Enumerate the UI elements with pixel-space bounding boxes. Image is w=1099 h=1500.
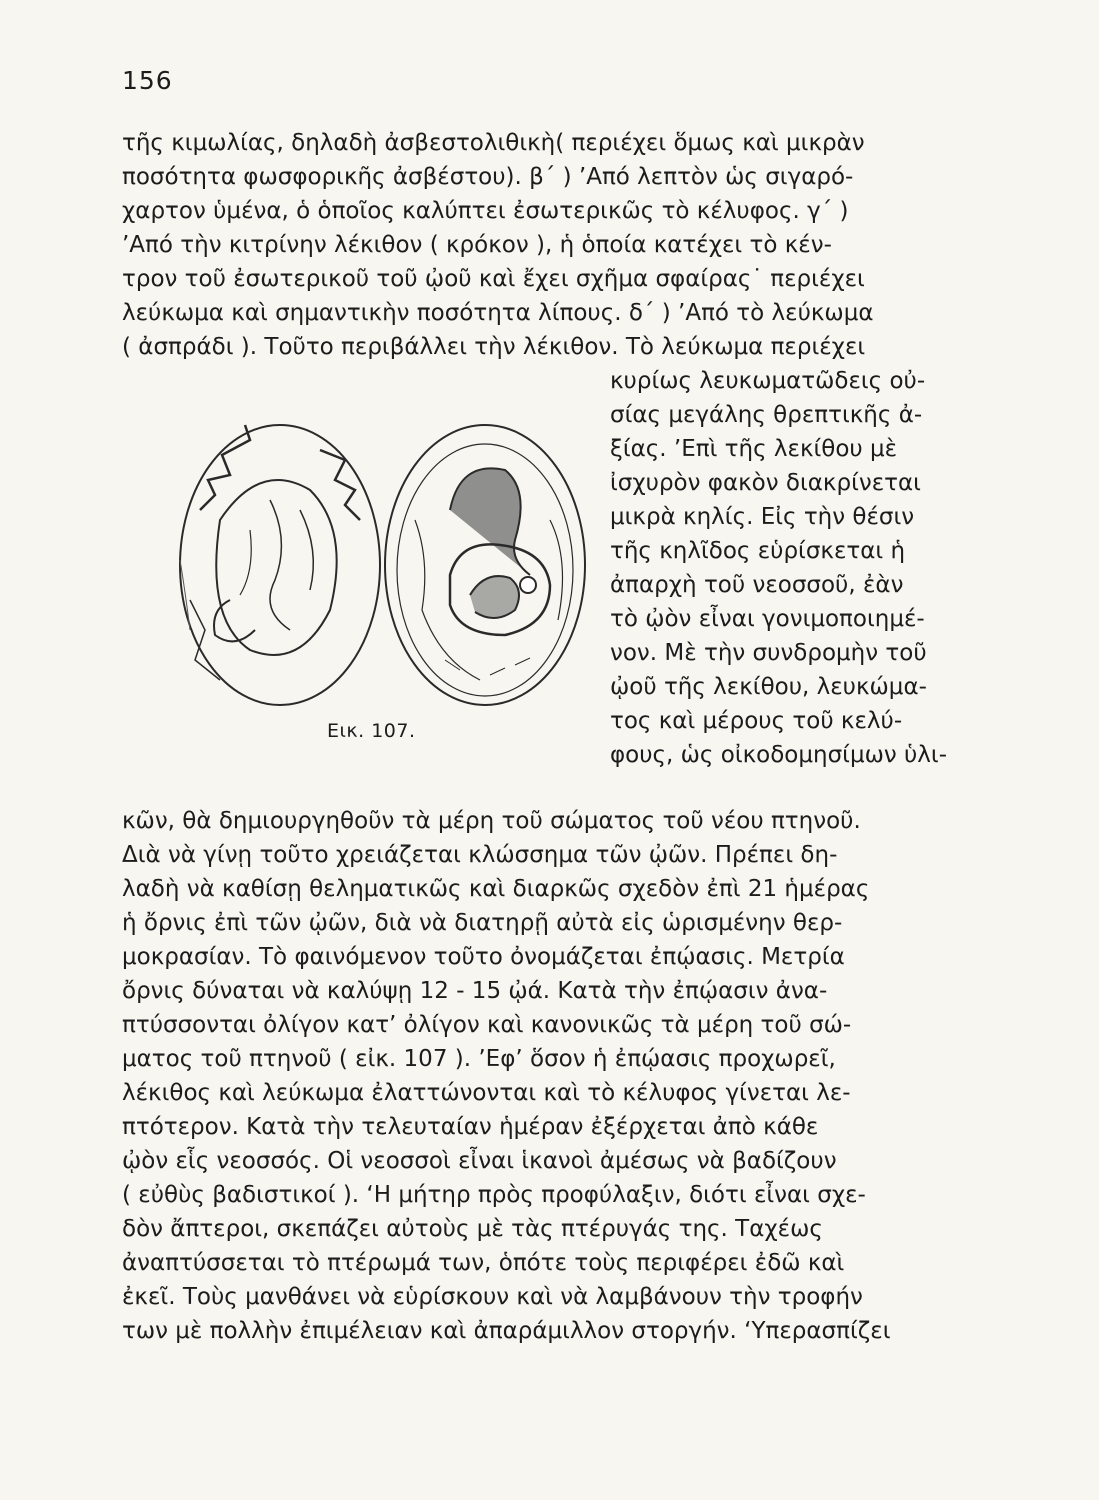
page-number: 156	[122, 66, 173, 95]
text-line: ’Από τὴν κιτρίνην λέκιθον ( κρόκον ), ἡ ὁποία κατέχει τὸ κέν-	[122, 232, 832, 258]
text-line: σίας μεγάλης θρεπτικῆς ἀ-	[610, 402, 923, 428]
text-line: ἡ ὄρνις ἐπὶ τῶν ᾠῶν, διὰ νὰ διατηρῇ αὐτὰ εἰς ὡρισμένην θερ-	[122, 910, 843, 936]
text-line: ποσότητα φωσφορικῆς ἀσβέστου). β΄ ) ’Από λεπτὸν ὡς σιγαρό-	[122, 164, 854, 190]
text-line: μοκρασίαν. Τὸ φαινόμενον τοῦτο ὀνομάζεται ἐπῴασις. Μετρία	[122, 944, 845, 970]
text-line: τῆς κιμωλίας, δηλαδὴ ἀσβεστολιθικὴ( περιέχει ὅμως καὶ μικρὰν	[122, 130, 865, 156]
text-line: τὸ ᾠὸν εἶναι γονιμοποιημέ-	[610, 606, 925, 632]
hatching-egg-drawing	[180, 425, 380, 705]
text-line: τος καὶ μέρους τοῦ κελύ-	[610, 708, 903, 734]
text-line: Διὰ νὰ γίνῃ τοῦτο χρειάζεται κλώσσημα τῶν ᾠῶν. Πρέπει δη-	[122, 842, 838, 868]
text-line: δὸν ἄπτεροι, σκεπάζει αὐτοὺς μὲ τὰς πτέρυγάς της. Ταχέως	[122, 1216, 823, 1242]
text-line: νον. Μὲ τὴν συνδρομὴν τοῦ	[610, 640, 927, 666]
text-line: λαδὴ νὰ καθίσῃ θεληματικῶς καὶ διαρκῶς σχεδὸν ἐπὶ 21 ἡμέρας	[122, 876, 870, 902]
text-line: ᾠοῦ τῆς λεκίθου, λευκώμα-	[610, 674, 927, 700]
text-line: των μὲ πολλὴν ἐπιμέλειαν καὶ ἀπαράμιλλον στοργήν. ‘Υπερασπίζει	[122, 1318, 891, 1344]
text-line: μικρὰ κηλίς. Εἰς τὴν θέσιν	[610, 504, 915, 530]
text-line: ( εὐθὺς βαδιστικοί ). ‘Η μήτηρ πρὸς προφύλαξιν, διότι εἶναι σχε-	[122, 1182, 866, 1208]
text-line: ὄρνις δύναται νὰ καλύψῃ 12 - 15 ᾠά. Κατὰ τὴν ἐπῴασιν ἀνα-	[122, 978, 828, 1004]
text-line: ἀπαρχὴ τοῦ νεοσσοῦ, ἐὰν	[610, 572, 904, 598]
text-line: κῶν, θὰ δημιουργηθοῦν τὰ μέρη τοῦ σώματος τοῦ νέου πτηνοῦ.	[122, 808, 861, 834]
figure-caption: Εικ. 107.	[327, 720, 416, 742]
text-line: τῆς κηλῖδος εὑρίσκεται ἡ	[610, 538, 906, 564]
text-line: τρον τοῦ ἐσωτερικοῦ τοῦ ᾠοῦ καὶ ἔχει σχῆμα σφαίρας˙ περιέχει	[122, 266, 865, 292]
text-line: ἰσχυρὸν φακὸν διακρίνεται	[610, 470, 921, 496]
embryo-egg-drawing	[385, 425, 585, 705]
text-line: φους, ὡς οἰκοδομησίμων ὑλι-	[610, 742, 947, 768]
text-line: λέκιθος καὶ λεύκωμα ἐλαττώνονται καὶ τὸ κέλυφος γίνεται λε-	[122, 1080, 851, 1106]
text-line: ἀναπτύσσεται τὸ πτέρωμά των, ὁπότε τοὺς περιφέρει ἐδῶ καὶ	[122, 1250, 845, 1276]
text-line: ἐκεῖ. Τοὺς μανθάνει νὰ εὑρίσκουν καὶ νὰ λαμβάνουν τὴν τροφήν	[122, 1284, 863, 1310]
egg-illustration	[160, 400, 610, 730]
text-line: κυρίως λευκωματῶδεις οὐ-	[610, 368, 926, 394]
text-line: ᾠὸν εἷς νεοσσός. Οἱ νεοσσοὶ εἶναι ἱκανοὶ ἀμέσως νὰ βαδίζουν	[122, 1148, 837, 1174]
text-line: ματος τοῦ πτηνοῦ ( εἰκ. 107 ). ’Εφ’ ὅσον ἡ ἐπῴασις προχωρεῖ,	[122, 1046, 836, 1072]
text-line: ξίας. ’Επὶ τῆς λεκίθου μὲ	[610, 436, 898, 462]
text-line: λεύκωμα καὶ σημαντικὴν ποσότητα λίπους. δ΄ ) ’Από τὸ λεύκωμα	[122, 300, 874, 326]
text-line: πτύσσονται ὀλίγον κατ’ ὀλίγον καὶ κανονικῶς τὰ μέρη τοῦ σώ-	[122, 1012, 852, 1038]
text-line: χαρτον ὑμένα, ὁ ὁποῖος καλύπτει ἐσωτερικῶς τὸ κέλυφος. γ΄ )	[122, 198, 849, 224]
text-line: πτότερον. Κατὰ τὴν τελευταίαν ἡμέραν ἐξέρχεται ἀπὸ κάθε	[122, 1114, 819, 1140]
text-line: ( ἀσπράδι ). Τοῦτο περιβάλλει τὴν λέκιθον. Τὸ λεύκωμα περιέχει	[122, 334, 866, 360]
